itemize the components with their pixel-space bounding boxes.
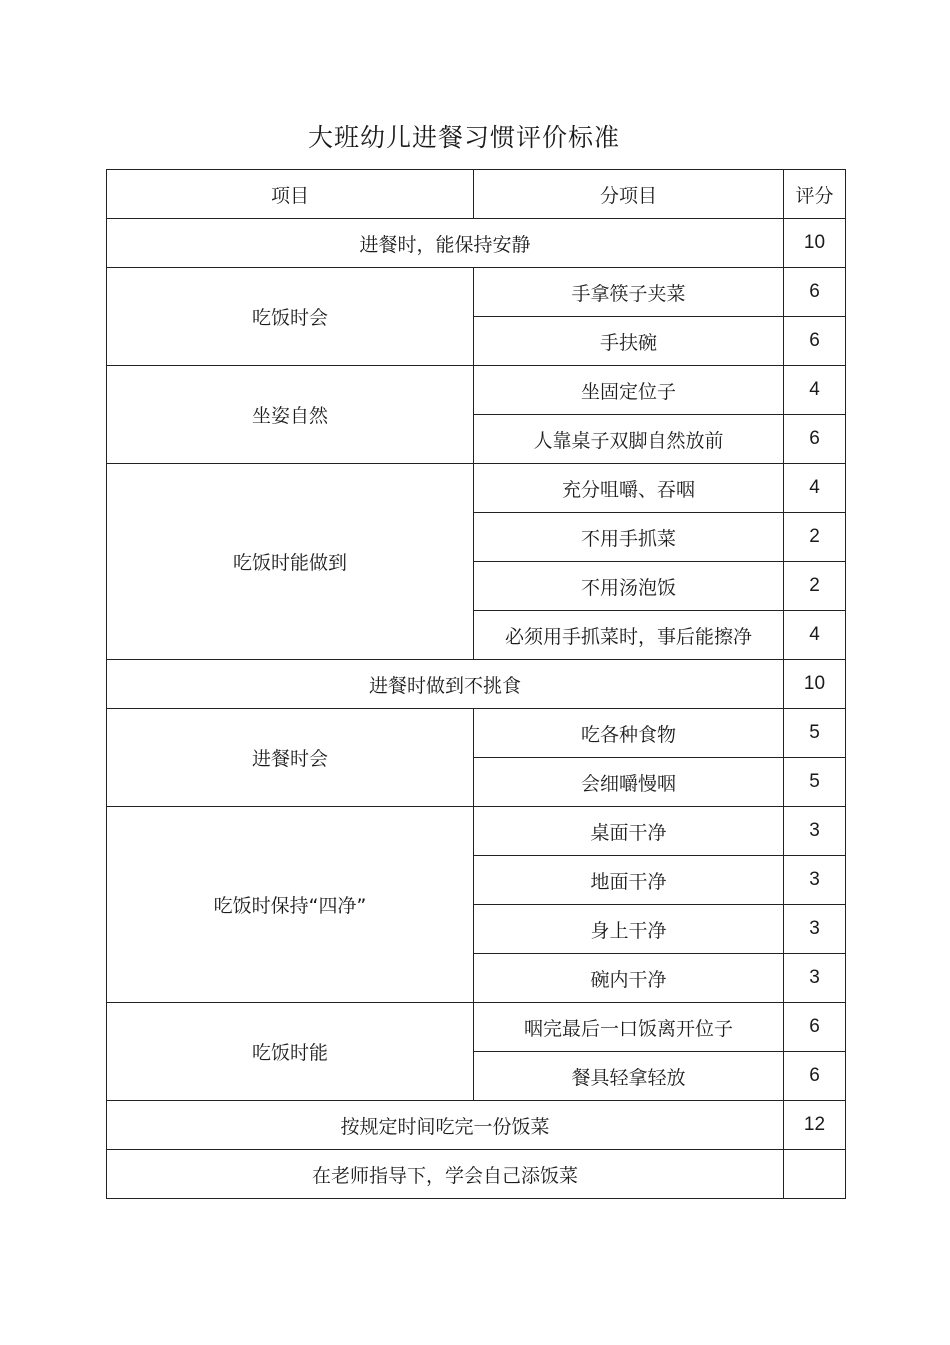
criterion-item: 进餐时，能保持安静	[107, 219, 784, 268]
criterion-score: 5	[784, 758, 846, 807]
criterion-item: 吃饭时会	[107, 268, 474, 366]
table-row	[107, 709, 846, 758]
criterion-score: 6	[784, 268, 846, 317]
criterion-score: 4	[784, 611, 846, 660]
criterion-item: 进餐时会	[107, 709, 474, 807]
criterion-item: 吃饭时能	[107, 1003, 474, 1101]
criterion-score: 6	[784, 317, 846, 366]
table-row	[107, 1003, 846, 1052]
criterion-score: 2	[784, 513, 846, 562]
criterion-score: 10	[784, 660, 846, 709]
evaluation-table	[106, 169, 846, 1199]
criterion-subitem: 充分咀嚼、吞咽	[474, 464, 784, 513]
criterion-subitem: 身上干净	[474, 905, 784, 954]
criterion-score: 6	[784, 1003, 846, 1052]
criterion-item: 进餐时做到不挑食	[107, 660, 784, 709]
criterion-subitem: 地面干净	[474, 856, 784, 905]
criterion-subitem: 会细嚼慢咽	[474, 758, 784, 807]
criterion-subitem: 碗内干净	[474, 954, 784, 1003]
criterion-subitem: 吃各种食物	[474, 709, 784, 758]
criterion-item: 吃饭时保持“四净”	[107, 807, 474, 1003]
criterion-score: 10	[784, 219, 846, 268]
criterion-score: 3	[784, 905, 846, 954]
criterion-item: 在老师指导下，学会自己添饭菜	[107, 1150, 784, 1199]
criterion-score: 4	[784, 464, 846, 513]
criterion-score: 3	[784, 856, 846, 905]
criterion-subitem: 不用汤泡饭	[474, 562, 784, 611]
criterion-subitem: 手扶碗	[474, 317, 784, 366]
table-row	[107, 807, 846, 856]
criterion-score: 5	[784, 709, 846, 758]
criterion-subitem: 手拿筷子夹菜	[474, 268, 784, 317]
criterion-score: 12	[784, 1101, 846, 1150]
criterion-item: 按规定时间吃完一份饭菜	[107, 1101, 784, 1150]
criterion-item: 吃饭时能做到	[107, 464, 474, 660]
table-row	[107, 660, 846, 709]
criterion-score: 4	[784, 366, 846, 415]
criterion-score: 2	[784, 562, 846, 611]
criterion-score: 3	[784, 807, 846, 856]
criterion-score: 6	[784, 415, 846, 464]
criterion-subitem: 人靠桌子双脚自然放前	[474, 415, 784, 464]
criterion-score: 3	[784, 954, 846, 1003]
header-subitem: 分项目	[474, 170, 784, 219]
criterion-item: 坐姿自然	[107, 366, 474, 464]
criterion-subitem: 坐固定位子	[474, 366, 784, 415]
table-row	[107, 366, 846, 415]
criterion-subitem: 桌面干净	[474, 807, 784, 856]
table-row	[107, 1150, 846, 1199]
criterion-subitem: 必须用手抓菜时，事后能擦净	[474, 611, 784, 660]
table-row	[107, 268, 846, 317]
criterion-subitem: 餐具轻拿轻放	[474, 1052, 784, 1101]
header-item: 项目	[107, 170, 474, 219]
criterion-score	[784, 1150, 846, 1199]
table-header-row	[107, 170, 846, 219]
table-row	[107, 1101, 846, 1150]
table-row	[107, 219, 846, 268]
criterion-subitem: 不用手抓菜	[474, 513, 784, 562]
criterion-score: 6	[784, 1052, 846, 1101]
criterion-subitem: 咽完最后一口饭离开位子	[474, 1003, 784, 1052]
header-score: 评分	[784, 170, 846, 219]
document-title: 大班幼儿进餐习惯评价标准	[307, 123, 620, 152]
table-row	[107, 464, 846, 513]
